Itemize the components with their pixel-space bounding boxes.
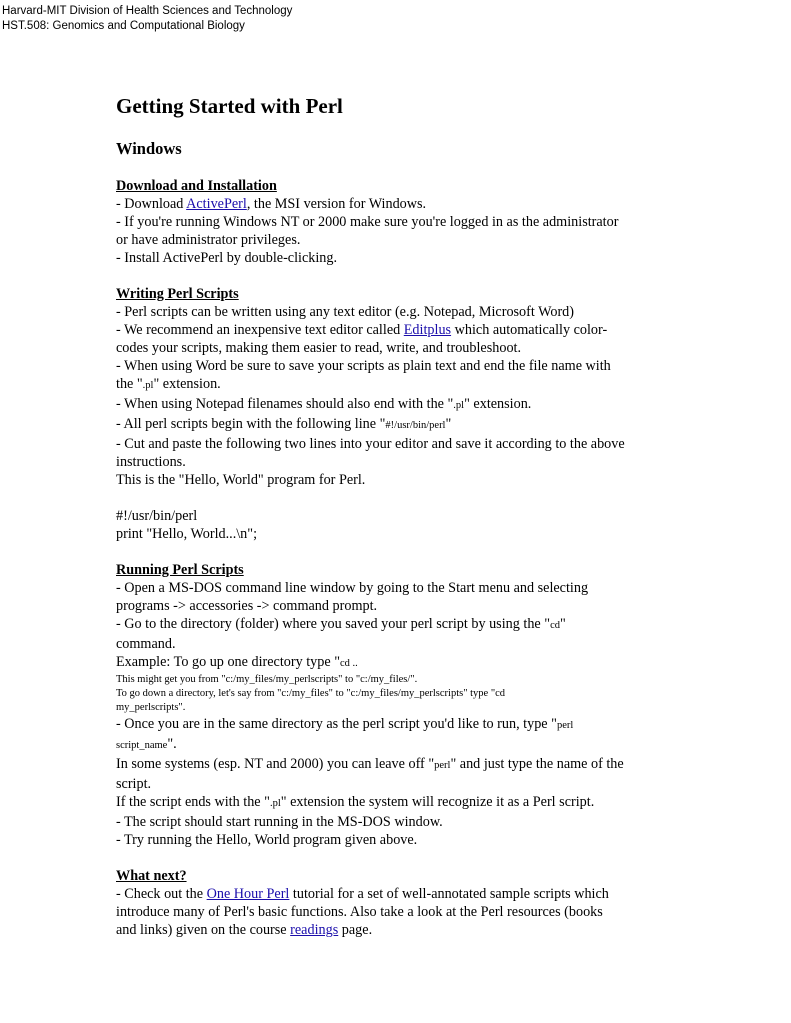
shebang-text: #!/usr/bin/perl <box>385 420 446 431</box>
section-next <box>116 867 681 939</box>
code-line-1: #!/usr/bin/perl <box>116 508 198 524</box>
header-course: HST.508: Genomics and Computational Biology <box>2 20 245 32</box>
main-content <box>116 92 681 939</box>
next-line-3-post: page. <box>338 922 373 938</box>
running-line-5-pre: In some systems (esp. NT and 2000) you can leave off " <box>116 756 435 772</box>
writing-line-3b-pre: the " <box>116 376 143 392</box>
writing-line-6: - Cut and paste the following two lines into your editor and save it according to the above <box>116 436 625 452</box>
writing-line-3: - When using Word be sure to save your scripts as plain text and end the file name with <box>116 358 611 374</box>
next-line-3-pre: and links) given on the course <box>116 922 291 938</box>
writing-line-1: - Perl scripts can be written using any text editor (e.g. Notepad, Microsoft Word) <box>116 304 574 320</box>
page-subtitle: Windows <box>116 139 182 158</box>
writing-line-2-post: which automatically color- <box>451 322 608 338</box>
writing-line-5-pre: - All perl scripts begin with the following line " <box>116 416 386 432</box>
perl-command-text: perl <box>556 720 574 731</box>
activeperl-link[interactable]: ActivePerl <box>186 196 247 212</box>
pl-extension-text: .pl <box>453 400 465 411</box>
section-heading-download: Download and Installation <box>116 178 277 194</box>
running-small-1: This might get you from "c:/my_files/my_perlscripts" to "c:/my_files/". <box>116 674 418 685</box>
running-line-4 <box>116 715 681 735</box>
running-line-8: - Try running the Hello, World program given above. <box>116 832 418 848</box>
writing-line-2 <box>116 321 681 339</box>
document-header <box>2 4 292 34</box>
running-line-4b-post: ". <box>167 736 177 752</box>
download-line-3: - Install ActivePerl by double-clicking. <box>116 250 338 266</box>
readings-link[interactable]: readings <box>290 922 339 938</box>
running-line-5-post: " and just type the name of the <box>450 756 624 772</box>
section-running <box>116 561 681 849</box>
cd-command-text: cd <box>550 620 560 631</box>
writing-line-4-pre: - When using Notepad filenames should also end with the " <box>116 396 454 412</box>
writing-line-2-pre: - We recommend an inexpensive text editor called <box>116 322 404 338</box>
writing-line-4 <box>116 395 681 415</box>
running-line-1: - Open a MS-DOS command line window by going to the Start menu and selecting <box>116 580 589 596</box>
running-small-2: To go down a directory, let's say from "c:/my_files" to "c:/my_files/my_perlscripts" type "cd <box>116 688 506 699</box>
editplus-link[interactable]: Editplus <box>403 322 452 338</box>
writing-line-4-post: " extension. <box>464 396 532 412</box>
running-line-2 <box>116 615 681 635</box>
running-line-6-post: " extension the system will recognize it as a Perl script. <box>280 794 595 810</box>
running-line-3-pre: Example: To go up one directory type " <box>116 654 340 670</box>
next-line-1-post: tutorial for a set of well-annotated sample scripts which <box>289 886 609 902</box>
running-line-2-post: " <box>559 616 566 632</box>
writing-line-6b: instructions. <box>116 454 186 470</box>
writing-line-5-post: " <box>445 416 452 432</box>
next-line-1-pre: - Check out the <box>116 886 207 902</box>
running-small-3: my_perlscripts". <box>116 702 186 713</box>
perl-command-text: perl <box>434 760 451 771</box>
running-line-5b: script. <box>116 776 152 792</box>
section-heading-next: What next? <box>116 868 187 884</box>
next-line-3 <box>116 921 681 939</box>
writing-line-3b <box>116 375 681 395</box>
running-line-1b: programs -> accessories -> command prompt. <box>116 598 378 614</box>
running-line-4-pre: - Once you are in the same directory as the perl script you'd like to run, type " <box>116 716 557 732</box>
running-line-7: - The script should start running in the MS-DOS window. <box>116 814 443 830</box>
download-line-1 <box>116 195 681 213</box>
running-line-4b <box>116 735 681 755</box>
writing-line-5 <box>116 415 681 435</box>
running-line-6-pre: If the script ends with the " <box>116 794 270 810</box>
download-line-2: - If you're running Windows NT or 2000 make sure you're logged in as the administrator <box>116 214 619 230</box>
cd-up-text: cd .. <box>340 658 358 669</box>
writing-line-3b-post: " extension. <box>153 376 221 392</box>
running-line-2-pre: - Go to the directory (folder) where you saved your perl script by using the " <box>116 616 551 632</box>
running-line-6 <box>116 793 681 813</box>
writing-line-7: This is the "Hello, World" program for Perl. <box>116 472 366 488</box>
section-download <box>116 177 681 267</box>
code-line-2: print "Hello, World...\n"; <box>116 526 258 542</box>
next-line-2: introduce many of Perl's basic functions. Also take a look at the Perl resources (books <box>116 904 603 920</box>
one-hour-perl-link[interactable]: One Hour Perl <box>206 886 290 902</box>
script-name-text: script_name <box>116 740 168 751</box>
page-title: Getting Started with Perl <box>116 94 343 118</box>
code-sample <box>116 507 681 543</box>
running-line-2b: command. <box>116 636 176 652</box>
running-line-5 <box>116 755 681 775</box>
section-heading-writing: Writing Perl Scripts <box>116 286 239 302</box>
section-writing <box>116 285 681 543</box>
header-institution: Harvard-MIT Division of Health Sciences and Technology <box>2 5 293 17</box>
pl-extension-text: .pl <box>269 798 281 809</box>
next-line-1 <box>116 885 681 903</box>
running-line-3 <box>116 653 681 673</box>
download-line-2b: or have administrator privileges. <box>116 232 301 248</box>
pl-extension-text: .pl <box>142 380 154 391</box>
download-line-1-pre: - Download <box>116 196 187 212</box>
writing-line-2b: codes your scripts, making them easier to read, write, and troubleshoot. <box>116 340 522 356</box>
download-line-1-post: , the MSI version for Windows. <box>246 196 427 212</box>
section-heading-running: Running Perl Scripts <box>116 562 244 578</box>
